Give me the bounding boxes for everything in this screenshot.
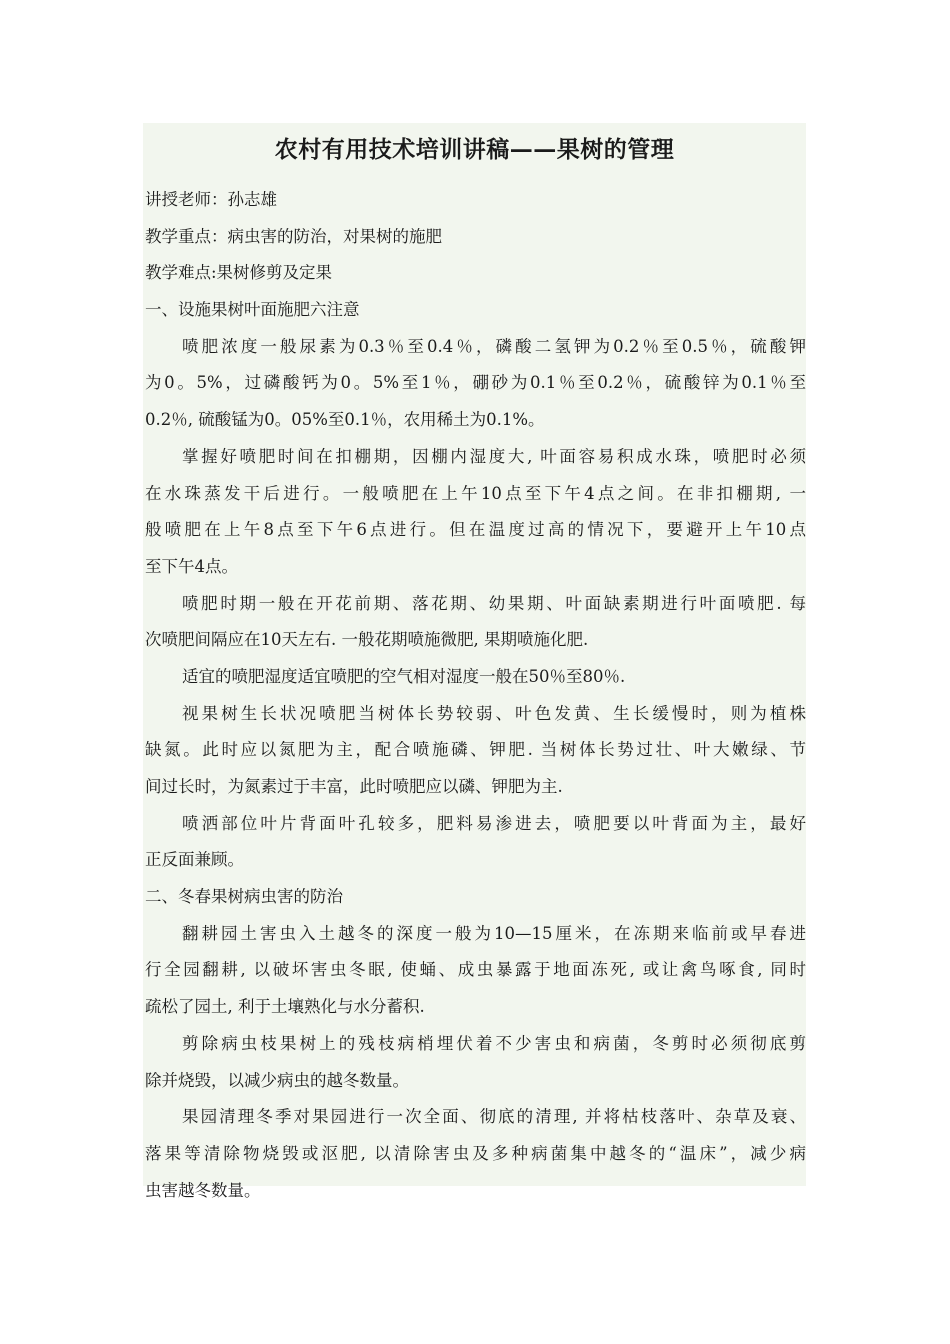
paragraph-line: 喷肥时期一般在开花前期、落花期、幼果期、叶面缺素期进行叶面喷肥. 每 bbox=[182, 593, 806, 613]
paragraph-line: 掌握好喷肥时间在扣棚期，因棚内湿度大, 叶面容易积成水珠，喷肥时必须 bbox=[182, 446, 806, 466]
paragraph-line: 在水珠蒸发干后进行。一般喷肥在上午10点至下午4点之间。在非扣棚期, 一 bbox=[145, 483, 806, 503]
paragraph-line: 翻耕园土害虫入土越冬的深度一般为10—15厘米，在冻期来临前或早春进 bbox=[182, 923, 806, 943]
paragraph-line: 剪除病虫枝果树上的残枝病梢埋伏着不少害虫和病菌，冬剪时必须彻底剪 bbox=[182, 1033, 806, 1053]
paragraph-line: 缺氮。此时应以氮肥为主，配合喷施磷、钾肥. 当树体长势过壮、叶大嫩绿、节 bbox=[145, 740, 806, 760]
paragraph-line: 适宜的喷肥湿度适宜喷肥的空气相对湿度一般在50％至80％. bbox=[182, 666, 626, 686]
paragraph-line: 喷洒部位叶片背面叶孔较多，肥料易渗进去，喷肥要以叶背面为主，最好 bbox=[182, 813, 806, 833]
instructor-line: 讲授老师：孙志雄 bbox=[145, 190, 277, 209]
paragraph-line: 正反面兼顾。 bbox=[145, 850, 244, 870]
paragraph-line: 间过长时，为氮素过于丰富，此时喷肥应以磷、钾肥为主. bbox=[145, 777, 563, 796]
paragraph-line: 果园清理冬季对果园进行一次全面、彻底的清理, 并将枯枝落叶、杂草及衰、 bbox=[182, 1107, 806, 1127]
paragraph-line: 为0。5%，过磷酸钙为0。5%至1％，硼砂为0.1％至0.2％，硫酸锌为0.1％至 bbox=[145, 373, 806, 393]
paragraph-line: 喷肥浓度一般尿素为0.3％至0.4％，磷酸二氢钾为0.2％至0.5％，硫酸钾 bbox=[182, 336, 806, 356]
section-heading-1: 一、设施果树叶面施肥六注意 bbox=[145, 300, 360, 320]
paragraph-line: 行全园翻耕, 以破坏害虫冬眠, 使蛹、成虫暴露于地面冻死, 或让禽鸟啄食, 同时 bbox=[145, 960, 806, 980]
paragraph-line: 次喷肥间隔应在10天左右. 一般花期喷施微肥, 果期喷施化肥. bbox=[145, 630, 589, 650]
document-body bbox=[145, 182, 806, 1209]
paragraph-line: 除并烧毁，以减少病虫的越冬数量。 bbox=[145, 1070, 409, 1090]
teaching-difficulty-line: 教学难点:果树修剪及定果 bbox=[145, 263, 333, 283]
paragraph-line: 至下午4点。 bbox=[145, 556, 238, 576]
paragraph-line: 疏松了园土, 利于土壤熟化与水分蓄积. bbox=[145, 997, 425, 1017]
paragraph-line: 般喷肥在上午8点至下午6点进行。但在温度过高的情况下，要避开上午10点 bbox=[145, 520, 806, 540]
paragraph-line: 0.2％, 硫酸锰为0。05%至0.1％，农用稀土为0.1%。 bbox=[145, 410, 545, 430]
teaching-focus-line: 教学重点：病虫害的防治，对果树的施肥 bbox=[145, 226, 442, 246]
paragraph-line: 视果树生长状况喷肥当树体长势较弱、叶色发黄、生长缓慢时，则为植株 bbox=[182, 703, 806, 723]
paragraph-line: 落果等清除物烧毁或沤肥, 以清除害虫及多种病菌集中越冬的“温床”，减少病 bbox=[145, 1143, 806, 1163]
document-title: 农村有用技术培训讲稿——果树的管理 bbox=[274, 136, 675, 163]
section-heading-2: 二、冬春果树病虫害的防治 bbox=[145, 887, 343, 907]
paragraph-line: 虫害越冬数量。 bbox=[145, 1180, 261, 1200]
